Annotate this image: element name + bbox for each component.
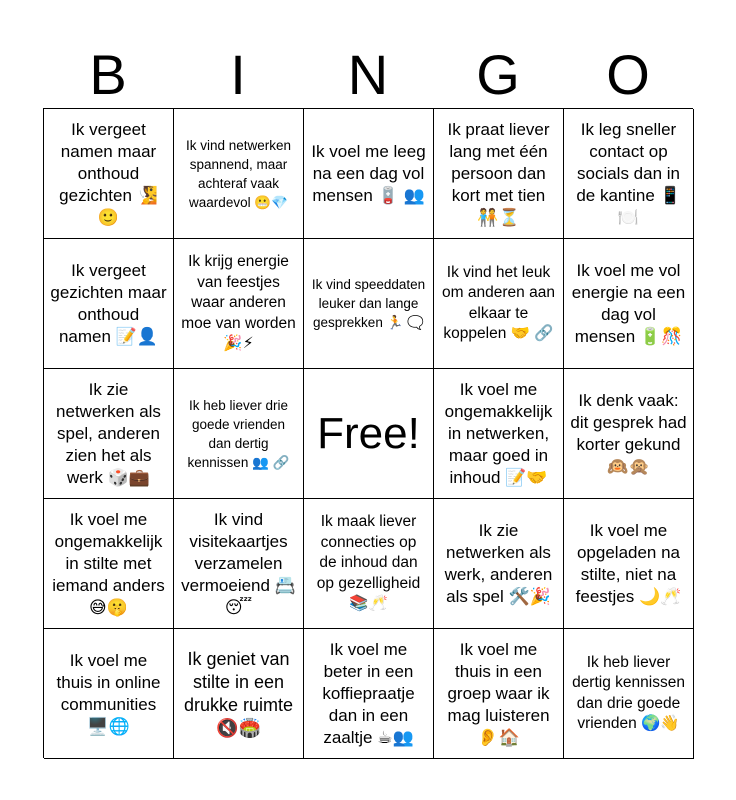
bingo-cell-text: Ik vergeet gezichten maar onthoud namen 📝👤 [50,260,167,346]
bingo-cell-r5c1[interactable] [44,629,174,759]
bingo-cell-text: Ik leg sneller contact op socials dan in de kantine 📱🍽️ [576,119,681,227]
bingo-cell-r5c3[interactable] [304,629,434,759]
bingo-cell-r1c5[interactable] [564,109,694,239]
bingo-cell-r3c4[interactable] [434,369,564,499]
bingo-cell-text: Ik denk vaak: dit gesprek had korter gekund 🙉🙊 [570,390,687,476]
bingo-cell-text: Ik voel me vol energie na een dag vol mensen 🔋🎊 [571,260,686,346]
header-letter-o: O [606,43,650,106]
bingo-cell-text: Ik voel me beter in een koffiepraatje dan in een zaaltje ☕👥 [322,639,415,747]
bingo-cell-r3c1[interactable] [44,369,174,499]
bingo-cell-text: Ik voel me thuis in een groep waar ik mag luisteren 👂🏠 [447,639,550,747]
header-letter-g: G [476,43,520,106]
bingo-cell-text: Ik vind visitekaartjes verzamelen vermoeiend 📇😴 [181,509,296,617]
bingo-cell-text: Ik voel me ongemakkelijk in netwerken, maar goed in inhoud 📝🤝 [444,379,553,487]
bingo-cell-text: Ik vergeet namen maar onthoud gezichten 🧏 🙂 [59,119,158,227]
bingo-header [43,40,693,110]
bingo-cell-text: Ik voel me ongemakkelijk in stilte met iemand anders 😅🤫 [52,509,165,617]
bingo-cell-r3c2[interactable] [174,369,304,499]
bingo-cell-text: Ik maak liever connecties op de inhoud dan op gezelligheid 📚🥂 [316,513,421,613]
bingo-cell-r2c4[interactable] [434,239,564,369]
bingo-cell-r2c1[interactable] [44,239,174,369]
bingo-cell-text: Ik heb liever dertig kennissen dan drie goede vrienden 🌍👋 [572,653,685,732]
bingo-cell-r5c2[interactable] [174,629,304,759]
bingo-cell-r4c3[interactable] [304,499,434,629]
header-letter-n: N [347,43,389,106]
bingo-cell-r2c5[interactable] [564,239,694,369]
bingo-cell-r3c5[interactable] [564,369,694,499]
header-letter-i: I [230,43,246,106]
bingo-cell-text: Ik krijg energie van feestjes waar anderen moe van worden 🎉⚡ [181,253,296,353]
bingo-cell-text: Ik vind speeddaten leuker dan lange gesprekken 🏃 🗨️ [311,277,426,330]
bingo-cell-text: Ik vind netwerken spannend, maar achteraf vaak waardevol 😬💎 [185,137,292,210]
bingo-cell-text: Ik zie netwerken als werk, anderen als spel 🛠️🎉 [444,520,553,606]
bingo-cell-text: Ik zie netwerken als spel, anderen zien het als werk 🎲💼 [56,379,161,487]
bingo-cell-r2c2[interactable] [174,239,304,369]
bingo-cell-text: Ik heb liever drie goede vrienden dan dertig kennissen 👥 🔗 [187,397,290,470]
free-space-label: Free! [317,408,420,458]
bingo-cell-text: Ik voel me thuis in online communities 🖥️🌐 [56,650,161,736]
bingo-cell-text: Ik praat liever lang met één persoon dan kort met tien 🧑‍🤝‍🧑⏳ [447,119,550,227]
bingo-cell-r4c1[interactable] [44,499,174,629]
bingo-cell-text: Ik vind het leuk om anderen aan elkaar te koppelen 🤝 🔗 [442,263,555,342]
bingo-cell-r4c2[interactable] [174,499,304,629]
bingo-cell-text: Ik voel me leeg na een dag vol mensen 🪫 👥 [311,141,426,205]
bingo-cell-free[interactable] [304,369,434,499]
bingo-cell-r1c1[interactable] [44,109,174,239]
bingo-cell-r1c3[interactable] [304,109,434,239]
bingo-cell-r5c5[interactable] [564,629,694,759]
bingo-cell-r4c5[interactable] [564,499,694,629]
bingo-cell-text: Ik voel me opgeladen na stilte, niet na feestjes 🌙🥂 [575,520,682,606]
bingo-grid [43,108,693,758]
bingo-cell-r1c2[interactable] [174,109,304,239]
bingo-cell-r2c3[interactable] [304,239,434,369]
header-letter-b: B [89,43,127,106]
bingo-cell-r5c4[interactable] [434,629,564,759]
bingo-cell-r1c4[interactable] [434,109,564,239]
bingo-cell-r4c4[interactable] [434,499,564,629]
bingo-cell-text: Ik geniet van stilte in een drukke ruimte 🔇🏟️ [183,648,294,738]
